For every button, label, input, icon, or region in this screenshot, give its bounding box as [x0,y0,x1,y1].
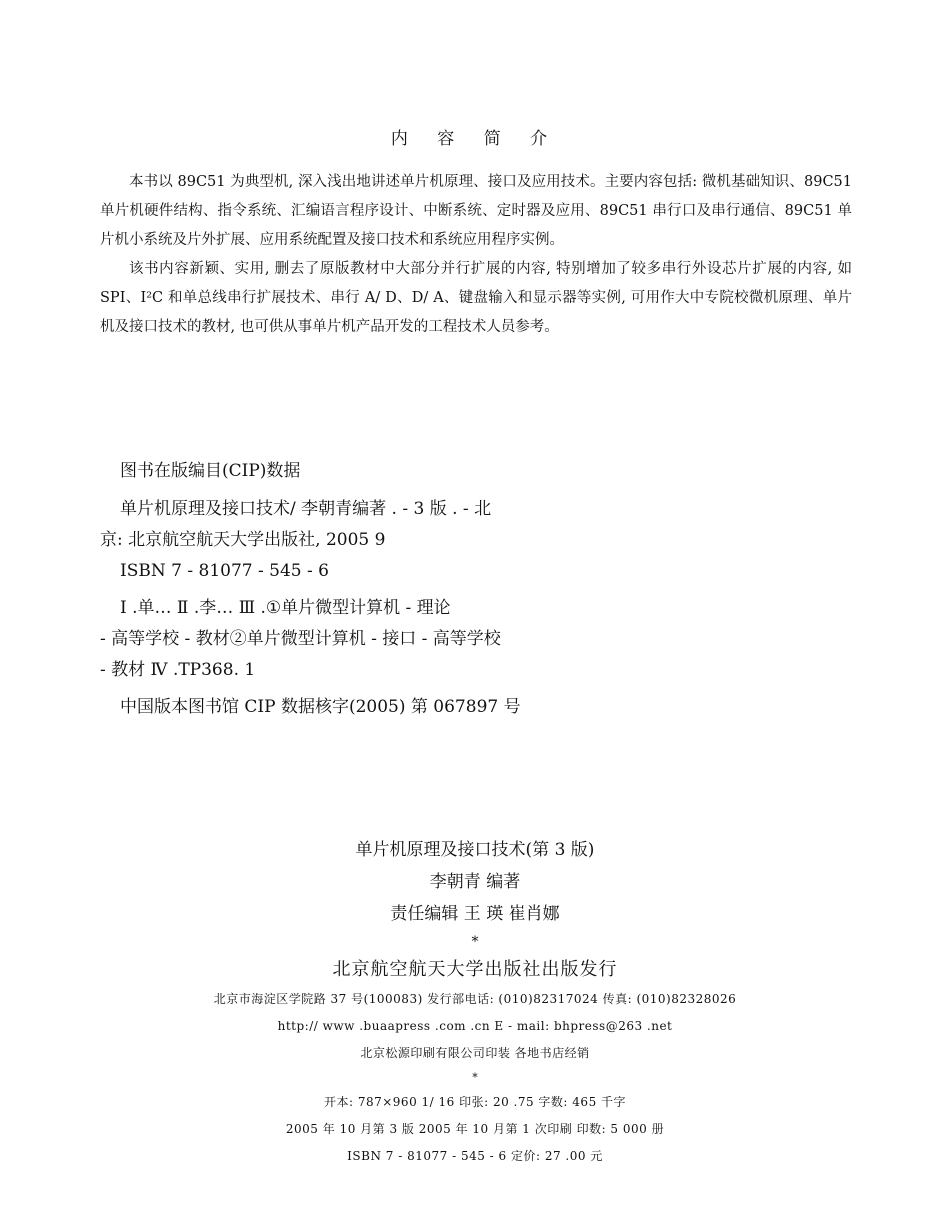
publisher-line: 北京航空航天大学出版社出版发行 [332,959,618,980]
cip-title-line: 单片机原理及接口技术/ 李朝青编著 . - 3 版 . - 北 [120,499,492,519]
separator-star: * [472,1071,478,1084]
cip-classification-line: - 教材 Ⅳ .TP368. 1 [100,660,256,680]
author-line: 李朝青 编著 [429,872,521,892]
isbn-price-line: ISBN 7 - 81077 - 545 - 6 定价: 27 .00 元 [347,1149,603,1163]
editors-line: 责任编辑 王 瑛 崔肖娜 [390,904,560,924]
edition-line: 2005 年 10 月第 3 版 2005 年 10 月第 1 次印刷 印数: 5 000 册 [285,1122,665,1136]
summary-paragraph: 本书以 89C51 为典型机, 深入浅出地讲述单片机原理、接口及应用技术。主要内容包括: 微机基础知识、89C51 单片机硬件结构、指令系统、汇编语言程序设计、中断系统、定时器及应用、89C51 串行口及串行通信、89C51 单片机小系统及片外扩展、应用系统配置及接口技术和系统应用程序实例。 [100,174,852,248]
cip-isbn: ISBN 7 - 81077 - 545 - 6 [120,561,329,581]
printer-line: 北京松源印刷有限公司印装 各地书店经销 [360,1046,590,1060]
separator-star: * [471,934,479,950]
address-line: 北京市海淀区学院路 37 号(100083) 发行部电话: (010)82317024 传真: (010)82328026 [213,992,737,1006]
web-line: http:// www .buaapress .com .cn E - mail: bhpress@263 .net [277,1019,673,1033]
cip-publisher-line: 京: 北京航空航天大学出版社, 2005 9 [100,530,386,550]
cip-core-number: 中国版本图书馆 CIP 数据核字(2005) 第 067897 号 [120,697,521,717]
colophon [0,834,950,1170]
cip-block [100,456,620,723]
summary-body [100,168,852,342]
summary-paragraph: 该书内容新颖、实用, 删去了原版教材中大部分并行扩展的内容, 特别增加了较多串行外设芯片扩展的内容, 如 SPI、I²C 和单总线串行扩展技术、串行 A/ D、D/ A、键盘输入和显示器等实例, 可用作大中专院校微机原理、单片机及接口技术的教材, 也可供从事单片机产品开发的工程技术人员参考。 [100,261,852,335]
summary-title: 内 容 简 介 [390,129,560,149]
cip-classification-line: Ⅰ .单… Ⅱ .李… Ⅲ .①单片微型计算机 - 理论 [120,598,451,618]
cip-classification-line: - 高等学校 - 教材②单片微型计算机 - 接口 - 高等学校 [100,629,501,649]
cip-heading: 图书在版编目(CIP)数据 [120,461,301,481]
format-line: 开本: 787×960 1/ 16 印张: 20 .75 字数: 465 千字 [323,1095,627,1109]
book-title: 单片机原理及接口技术(第 3 版) [355,840,595,860]
